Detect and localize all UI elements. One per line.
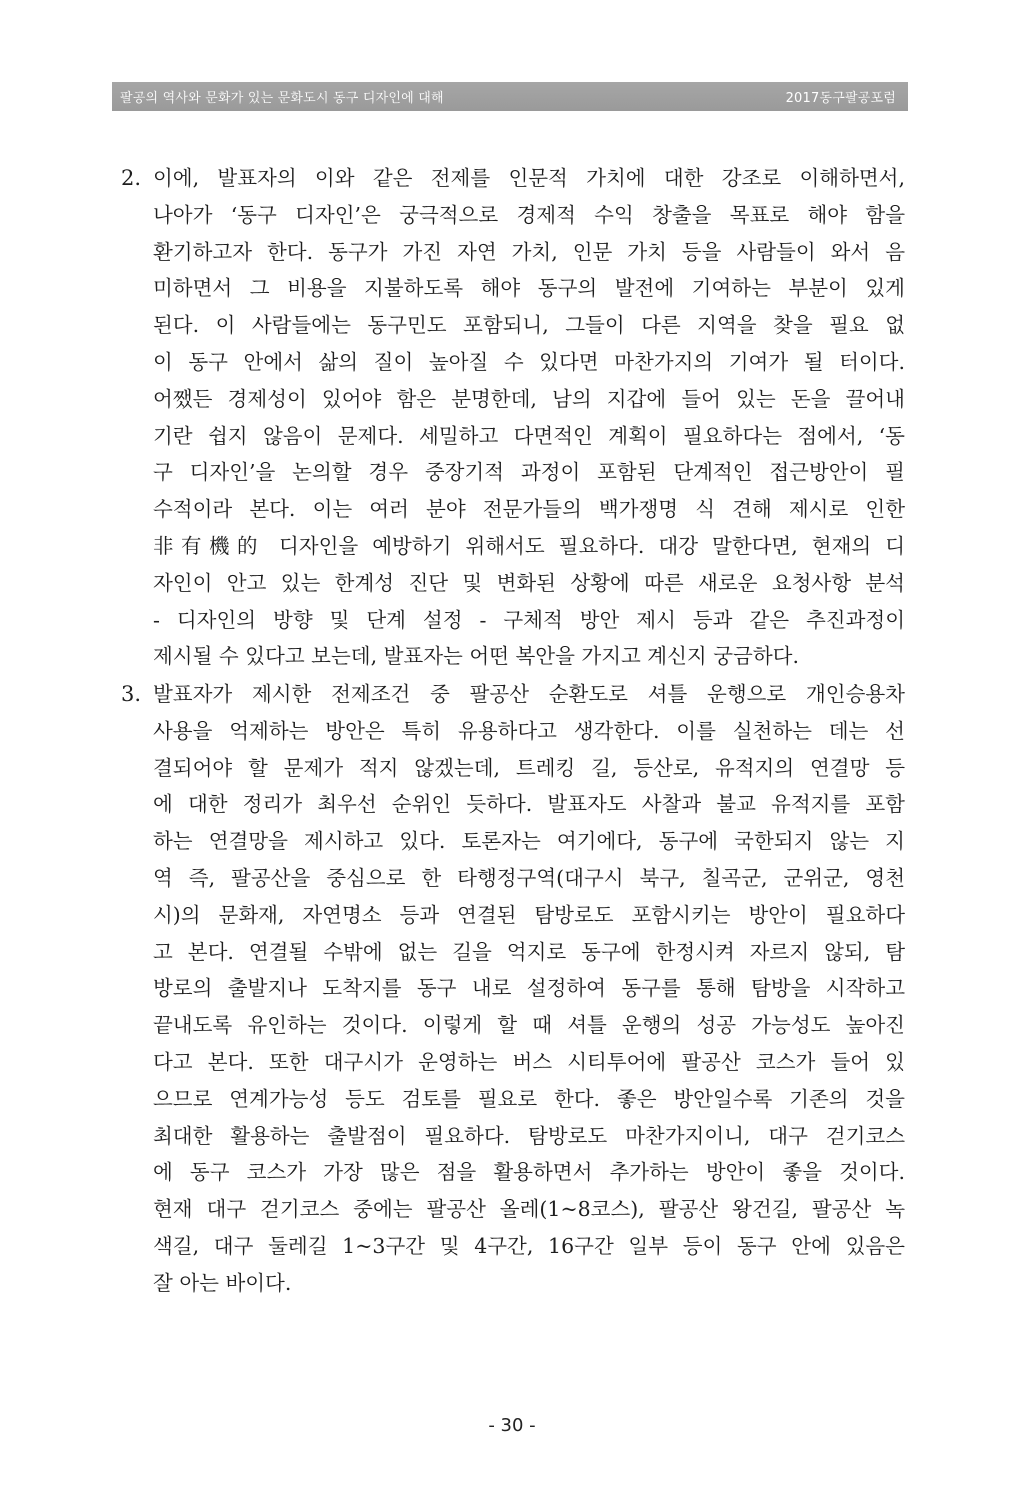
paragraph-text (145, 160, 905, 675)
text-line: 非有機的 디자인을 예방하기 위해서도 필요하다. 대강 말한다면, 현재의 디 (153, 533, 905, 558)
text-line: - 디자인의 방향 및 단계 설정 - 구체적 방안 제시 등과 같은 추진과정이 (153, 607, 905, 632)
paragraph-text (145, 676, 905, 1302)
paragraph-3 (120, 676, 905, 1302)
text-line: 이에, 발표자의 이와 같은 전제를 인문적 가치에 대한 강조로 이해하면서, (153, 166, 905, 190)
text-line: 에 대한 정리가 최우선 순위인 듯하다. 발표자도 사찰과 불교 유적지를 포함 (153, 792, 905, 817)
text-line: 현재 대구 걷기코스 중에는 팔공산 올레(1~8코스), 팔공산 왕건길, 팔공산 녹 (153, 1197, 905, 1222)
text-line: 미하면서 그 비용을 지불하도록 해야 동구의 발전에 기여하는 부분이 있게 (153, 276, 905, 301)
page-number: - 30 - (488, 1415, 536, 1436)
paragraph-2 (120, 160, 905, 675)
text-line: 끝내도록 유인하는 것이다. 이렇게 할 때 셔틀 운행의 성공 가능성도 높아진 (153, 1013, 905, 1038)
header-title: 팔공의 역사와 문화가 있는 문화도시 동구 디자인에 대해 (120, 91, 444, 106)
text-line: 방로의 출발지나 도착지를 동구 내로 설정하여 동구를 통해 탐방을 시작하고 (153, 976, 905, 1001)
text-line: 시)의 문화재, 자연명소 등과 연결된 탐방로도 포함시키는 방안이 필요하다 (153, 902, 905, 927)
text-line: 사용을 억제하는 방안은 특히 유용하다고 생각한다. 이를 실천하는 데는 선 (153, 718, 905, 743)
text-line: 된다. 이 사람들에는 동구민도 포함되니, 그들이 다른 지역을 찾을 필요 없 (153, 313, 905, 338)
text-line: 최대한 활용하는 출발점이 필요하다. 탐방로도 마찬가지이니, 대구 걷기코스 (153, 1123, 905, 1148)
text-line: 하는 연결망을 제시하고 있다. 토론자는 여기에다, 동구에 국한되지 않는 지 (153, 829, 905, 854)
paragraph-number-label: 3. (120, 682, 141, 706)
text-line: 수적이라 본다. 이는 여러 분야 전문가들의 백가쟁명 식 견해 제시로 인한 (153, 497, 905, 522)
text-line: 환기하고자 한다. 동구가 가진 자연 가치, 인문 가치 등을 사람들이 와서 음 (153, 239, 905, 264)
text-line: 색길, 대구 둘레길 1~3구간 및 4구간, 16구간 일부 등이 동구 안에 있음은 (153, 1233, 905, 1258)
text-line: 고 본다. 연결될 수밖에 없는 길을 억지로 동구에 한정시켜 자르지 않되, 탐 (153, 939, 905, 964)
text-line: 구 디자인’을 논의할 경우 중장기적 과정이 포함된 단계적인 접근방안이 필 (153, 460, 905, 485)
text-line: 제시될 수 있다고 보는데, 발표자는 어떤 복안을 가지고 계신지 궁금하다. (153, 644, 799, 669)
text-line: 이 동구 안에서 삶의 질이 높아질 수 있다면 마찬가지의 기여가 될 터이다. (153, 349, 905, 374)
text-line: 발표자가 제시한 전제조건 중 팔공산 순환도로 셔틀 운행으로 개인승용차 (153, 682, 905, 706)
text-line: 어쨌든 경제성이 있어야 함은 분명한데, 남의 지갑에 들어 있는 돈을 끌어내 (153, 386, 905, 411)
body-content (120, 160, 905, 1295)
text-line: 잘 아는 바이다. (153, 1270, 292, 1295)
text-line: 으므로 연계가능성 등도 검토를 필요로 한다. 좋은 방안일수록 기존의 것을 (153, 1086, 905, 1111)
running-header (112, 82, 908, 111)
text-line: 결되어야 할 문제가 적지 않겠는데, 트레킹 길, 등산로, 유적지의 연결망 등 (153, 755, 905, 780)
text-line: 역 즉, 팔공산을 중심으로 한 타행정구역(대구시 북구, 칠곡군, 군위군, 영천 (153, 865, 905, 890)
text-line: 에 동구 코스가 가장 많은 점을 활용하면서 추가하는 방안이 좋을 것이다. (153, 1160, 905, 1185)
text-line: 기란 쉽지 않음이 문제다. 세밀하고 다면적인 계획이 필요하다는 점에서, ‘동 (153, 423, 905, 448)
paragraph-number-label: 2. (120, 166, 141, 190)
text-line: 다고 본다. 또한 대구시가 운영하는 버스 시티투어에 팔공산 코스가 들어 있 (153, 1049, 905, 1074)
text-line: 자인이 안고 있는 한계성 진단 및 변화된 상황에 따른 새로운 요청사항 분석 (153, 570, 905, 595)
text-line: 나아가 ‘동구 디자인’은 궁극적으로 경제적 수익 창출을 목표로 해야 함을 (153, 202, 905, 227)
header-forum-name: 2017동구팔공포럼 (785, 91, 896, 106)
